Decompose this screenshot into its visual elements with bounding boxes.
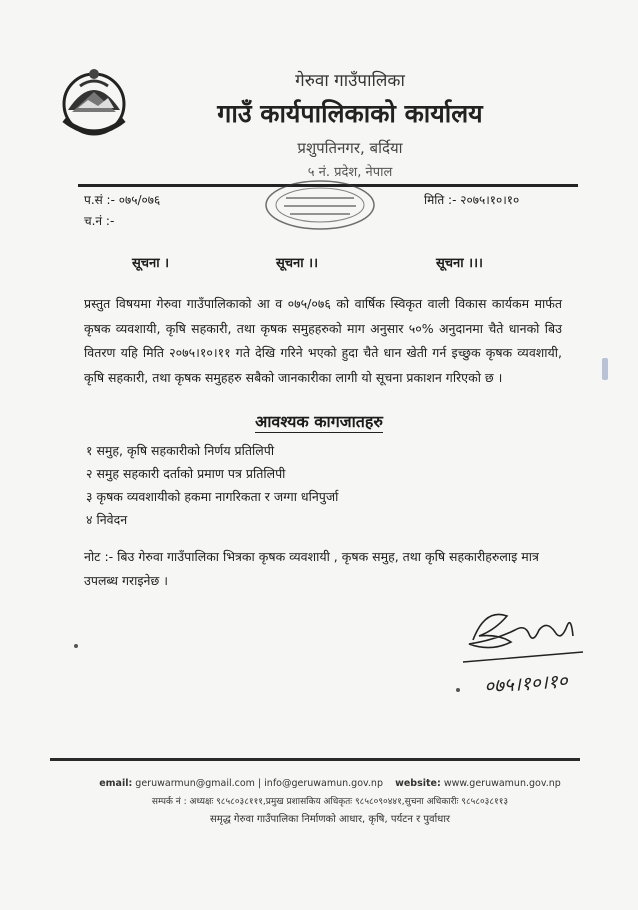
document-item: ३ कृषक व्यवशायीको हकमा नागरिकता र जग्गा धनिपुर्जा: [86, 489, 339, 504]
notice-label-3: सूचना ।।।: [436, 256, 483, 271]
binding-mark: [602, 358, 608, 380]
email-label: email:: [99, 778, 133, 789]
note-text: नोट :- बिउ गेरुवा गाउँपालिका भित्रका कृषक व्यवशायी , कृषक समुह, तथा कृषि सहकारीहरुलाइ मात्र उपलब्ध गराइनेछ ।: [84, 549, 539, 588]
reference-number: प.सं :- ०७५/०७६: [84, 193, 161, 207]
email-value: geruwarmun@gmail.com | info@geruwamun.gov.np: [135, 778, 383, 789]
footer-slogan: समृद्ध गेरुवा गाउँपालिका निर्माणको आधार, कृषि, पर्यटन र पुर्वाधार: [209, 814, 451, 825]
letter-date: मिति :- २०७५।१०।१०: [424, 193, 520, 207]
website-label: website:: [395, 778, 441, 789]
notice-body: प्रस्तुत विषयमा गेरुवा गाउँपालिकाको आ व ०७५/०७६ को वार्षिक स्विकृत वाली विकास कार्यकम मार्फत कृषक व्यवशायी, कृषि सहकारी, तथा कृषक समुहहरुको माग अनुसार ५०% अनुदानमा चैते धानको बिउ वितरण यहि मिति २०७५।१०।११ गते देखि गरिने भएको हुदा चैते धान खेती गर्न इच्छुक कृषक व्यवशायी, कृषि सहकारी, तथा कृषक समुहहरु सबैको जानकारीका लागी यो सूचना प्रकाशन गरिएको छ ।: [84, 296, 562, 385]
municipality-name: गेरुवा गाउँपालिका: [295, 71, 405, 91]
document-item: २ समुह सहकारी दर्ताको प्रमाण पत्र प्रतिलिपी: [86, 466, 286, 481]
dispatch-number: च.नं :-: [84, 214, 115, 228]
office-place: प्रशुपतिनगर, बर्दिया: [297, 139, 403, 157]
documents-heading: [84, 410, 554, 432]
footer-contact-line: [50, 778, 610, 789]
notice-label-1: सूचना ।: [132, 256, 170, 271]
footer-phone-line: सम्पर्क नं : अध्यक्षः ९८५८०३८१११,प्रमुख प्रशासकिय अधिकृतः ९८५८०९०४४१,सुचना अधिकारीः ९८५८०३८११३: [151, 797, 509, 807]
nepal-emblem-icon: [58, 62, 130, 142]
signature-date: ०७५।१०।१०: [483, 670, 569, 698]
notice-label-2: सूचना ।।: [276, 256, 319, 271]
footer-divider: [50, 758, 580, 761]
office-title: गाउँ कार्यपालिकाको कार्यालय: [217, 99, 483, 128]
speck: [74, 644, 78, 648]
office-stamp-icon: [262, 178, 378, 232]
office-country: ५ नं. प्रदेश, नेपाल: [307, 165, 393, 180]
document-item: ४ निवेदन: [86, 512, 128, 527]
documents-heading-text: आवश्यक कागजातहरु: [255, 412, 383, 431]
document-item: १ समुह, कृषि सहकारीको निर्णय प्रतिलिपी: [86, 443, 275, 458]
website-value: www.geruwamun.gov.np: [443, 778, 561, 789]
